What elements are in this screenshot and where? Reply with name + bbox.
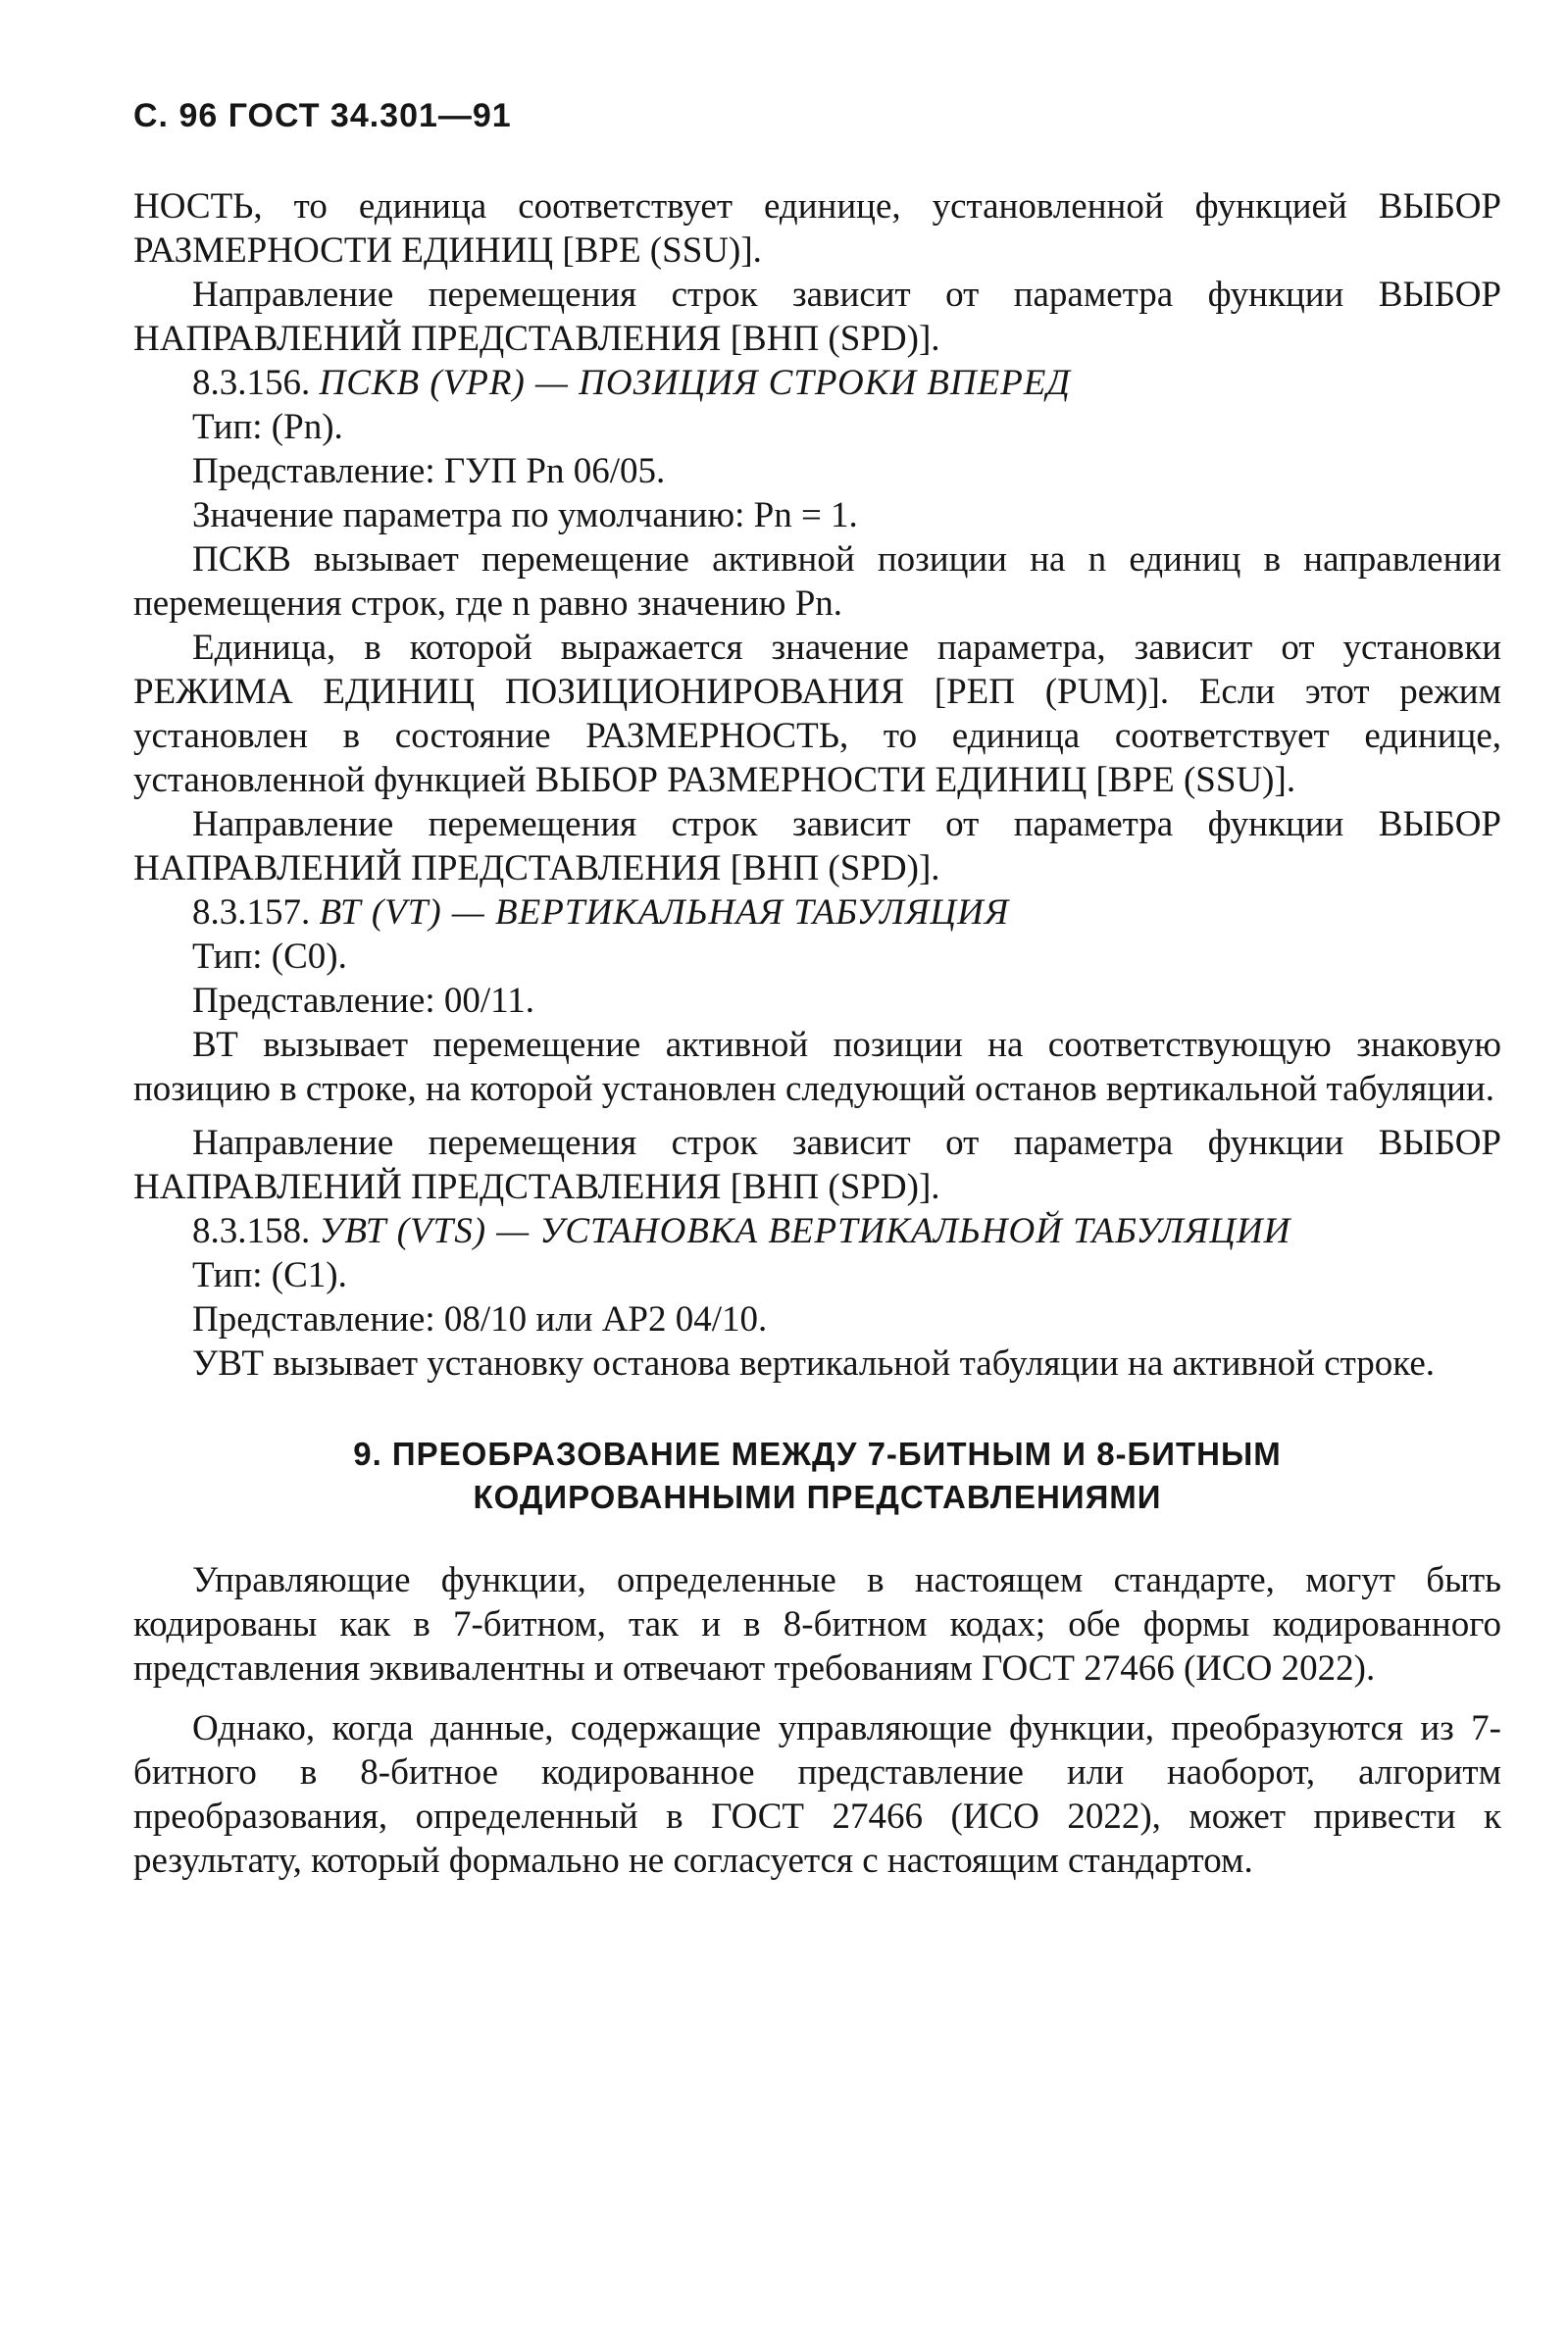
paragraph: Направление перемещения строк зависит от параметра функции ВЫБОР НАПРАВЛЕНИЙ ПРЕДСТАВЛЕНИЯ [ВНП (SPD)].: [133, 1123, 1501, 1207]
paragraph-direction: Направление перемещения строк зависит от параметра функции ВЫБОР НАПРАВЛЕНИЙ ПРЕДСТАВЛЕНИЯ [ВНП (SPD)].: [133, 275, 1501, 359]
paragraph: Единица, в которой выражается значение параметра, зависит от установки РЕЖИМА ЕДИНИЦ ПОЗИЦИОНИРОВАНИЯ [РЕП (PUM)]. Если этот режим установлен в состояние РАЗМЕРНОСТЬ, то единица соответствует единице, установленной функцией ВЫБОР РАЗМЕРНОСТИ ЕДИНИЦ [ВРЕ (SSU)].: [133, 628, 1501, 800]
representation-line: Представление: 00/11.: [192, 981, 535, 1021]
page-header: С. 96 ГОСТ 34.301—91: [133, 97, 512, 134]
paragraph: ВТ вызывает перемещение активной позиции на соответствующую знаковую позицию в строке, на которой установлен следующий останов вертикальной табуляции.: [133, 1025, 1501, 1109]
section-title: УВТ (VTS) — УСТАНОВКА ВЕРТИКАЛЬНОЙ ТАБУЛЯЦИИ: [319, 1211, 1291, 1251]
paragraph-continued: НОСТЬ, то единица соответствует единице, установленной функцией ВЫБОР РАЗМЕРНОСТИ ЕДИНИЦ [ВРЕ (SSU)].: [133, 186, 1501, 271]
section-8-3-158-heading: [133, 1209, 1501, 1253]
chapter-9-heading: [133, 1433, 1501, 1519]
type-line: Тип: (С0).: [192, 937, 347, 977]
type-line: Тип: (С1).: [192, 1255, 347, 1295]
section-title: ПСКВ (VPR) — ПОЗИЦИЯ СТРОКИ ВПЕРЕД: [319, 363, 1071, 403]
chapter-title-line-2: КОДИРОВАННЫМИ ПРЕДСТАВЛЕНИЯМИ: [473, 1479, 1162, 1515]
section-number: 8.3.157.: [192, 892, 311, 933]
paragraph: Однако, когда данные, содержащие управляющие функции, преобразуются из 7-битного в 8-битное кодированное представление или наоборот, алгоритм преобразования, определенный в ГОСТ 27466 (ИСО 2022), может привести к результату, который формально не согласуется с настоящим стандартом.: [133, 1708, 1501, 1881]
paragraph: УВТ вызывает установку останова вертикальной табуляции на активной строке.: [192, 1343, 1435, 1384]
representation-line: Представление: 08/10 или АР2 04/10.: [192, 1299, 768, 1340]
representation-line: Представление: ГУП Рn 06/05.: [192, 451, 666, 491]
section-8-3-157-heading: [192, 890, 1501, 935]
section-number: 8.3.158.: [192, 1211, 311, 1251]
paragraph: Управляющие функции, определенные в настоящем стандарте, могут быть кодированы как в 7-битном, так и в 8-битном кодах; обе формы кодированного представления эквивалентны и отвечают требованиям ГОСТ 27466 (ИСО 2022).: [133, 1560, 1501, 1689]
default-value-line: Значение параметра по умолчанию: Рn = 1.: [192, 495, 858, 535]
spacer: [133, 1691, 1501, 1706]
section-8-3-156-heading: [192, 361, 1501, 405]
spacer: [133, 1111, 1501, 1121]
paragraph: Направление перемещения строк зависит от параметра функции ВЫБОР НАПРАВЛЕНИЙ ПРЕДСТАВЛЕНИЯ [ВНП (SPD)].: [133, 804, 1501, 888]
section-number: 8.3.156.: [192, 363, 311, 403]
section-title: ВТ (VT) — ВЕРТИКАЛЬНАЯ ТАБУЛЯЦИЯ: [319, 892, 1010, 933]
type-line: Тип: (Рn).: [192, 407, 343, 447]
chapter-title-line-1: 9. ПРЕОБРАЗОВАНИЕ МЕЖДУ 7-БИТНЫМ И 8-БИТНЫМ: [353, 1436, 1282, 1472]
paragraph: ПСКВ вызывает перемещение активной позиции на n единиц в направлении перемещения строк, где n равно значению Рn.: [133, 539, 1501, 624]
